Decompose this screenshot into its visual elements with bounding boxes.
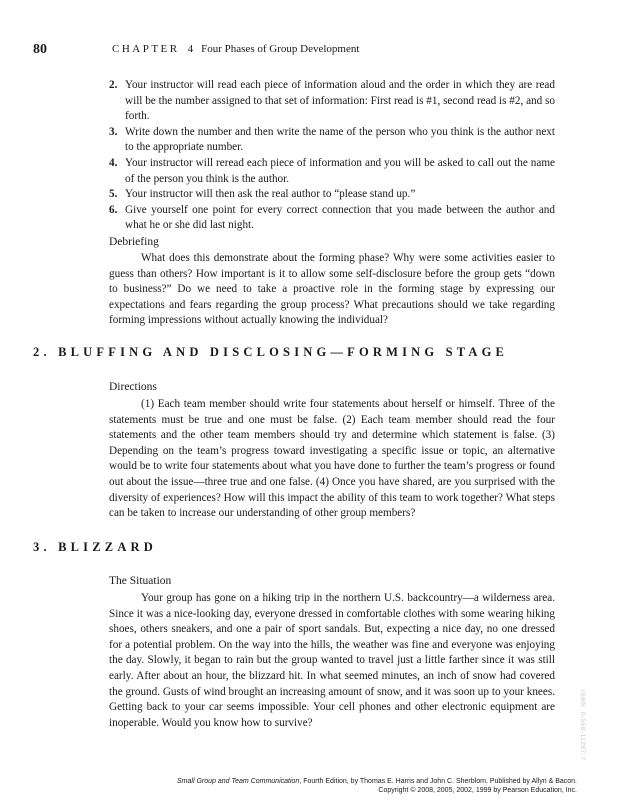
directions-heading: Directions	[109, 381, 157, 393]
list-item-text: Give yourself one point for every correct connection that you made between the author and what he or she did last night.	[125, 203, 555, 232]
list-item-number: 6.	[109, 203, 118, 216]
situation-paragraph: Your group has gone on a hiking trip in the northern U.S. backcountry—a wilderness area. Since it was a nice-looking day, everyone dressed in comfortable clothes with some wearing hiking shoes, others sneakers, and one a pair of sport sandals. But, expecting a nice day, no one dressed for a potential problem. On the way into the hills, the weather was fine and everyone was enjoying the day. Slowly, it began to rain but the group wanted to travel just a little farther since it was still early. After about an hour, the blizzard hit. In what seemed minutes, an inch of snow had covered the ground. Gusts of wind brought an increasing amount of snow, and it was soon up to your knees. Getting back to your car seems impossible. Your cell phones and other electronic equipment are inoperable. Would you know how to survive?	[109, 592, 555, 729]
chapter-number: 4	[187, 43, 194, 55]
debriefing-heading: Debriefing	[109, 236, 159, 248]
list-item-number: 3.	[109, 125, 118, 138]
situation-heading: The Situation	[109, 575, 172, 587]
list-item-text: Your instructor will then ask the real author to “please stand up.”	[125, 188, 416, 201]
list-item-number: 5.	[109, 188, 118, 201]
page-number: 80	[33, 42, 47, 57]
instruction-list	[109, 78, 555, 234]
list-item-number: 4.	[109, 156, 118, 169]
list-item	[109, 203, 555, 234]
chapter-title: Four Phases of Group Development	[201, 43, 360, 55]
footer-line-1	[17, 777, 577, 786]
debriefing-paragraph: What does this demonstrate about the forming phase? Why were some activities easier to guess than others? How important is it to allow some self-disclosure before the group gets “down to business?” Do we need to take a proactive role in the forming stage by expressing our expectations and fears regarding the group process? What precautions should we take regarding forming impressions without actually knowing the individual?	[109, 252, 555, 327]
section-heading-bluffing: 2. BLUFFING AND DISCLOSING—FORMING STAGE	[33, 345, 509, 359]
copyright-footer	[17, 777, 577, 795]
isbn-watermark: ISBN: 0-558-11287-7	[579, 690, 586, 761]
section-heading-blizzard: 3. BLIZZARD	[33, 540, 157, 554]
list-item	[109, 78, 555, 125]
list-item-number: 2.	[109, 79, 118, 91]
list-item-text: Your instructor will read each piece of information aloud and the order in which they are read will be the number assigned to that set of information: First read is #1, second read is #2, and so forth.	[125, 79, 555, 123]
footer-publication: , Fourth Edition, by Thomas E. Harris and John C. Sherblom. Published by Allyn & Bacon.	[299, 778, 577, 785]
book-title: Small Group and Team Communication	[177, 778, 300, 785]
list-item	[109, 125, 555, 156]
list-item-text: Write down the number and then write the name of the person who you think is the author next to the appropriate number.	[125, 125, 555, 154]
chapter-label: CHAPTER	[112, 43, 180, 55]
list-item	[109, 156, 555, 187]
footer-line-2: Copyright © 2008, 2005, 2002, 1999 by Pearson Education, Inc.	[378, 787, 577, 794]
list-item	[109, 187, 555, 203]
running-header	[112, 43, 359, 55]
directions-paragraph: (1) Each team member should write four statements about herself or himself. Three of the statements must be true and one must be false. (2) Each team member should read the four statements and the other team members should try and determine which statement is false. (3) Depending on the team’s progress toward investigating a specific issue or topic, an alternative would be to write four statements about what you have done to further the team’s progress or found out about the issue—three true and one false. (4) Once you have shared, are you surprised with the diversity of experiences? How will this impact the ability of this team to work together? What steps can be taken to increase our understanding of other group members?	[109, 398, 555, 520]
list-item-text: Your instructor will reread each piece of information and you will be asked to call out the name of the person you think is the author.	[125, 156, 555, 185]
